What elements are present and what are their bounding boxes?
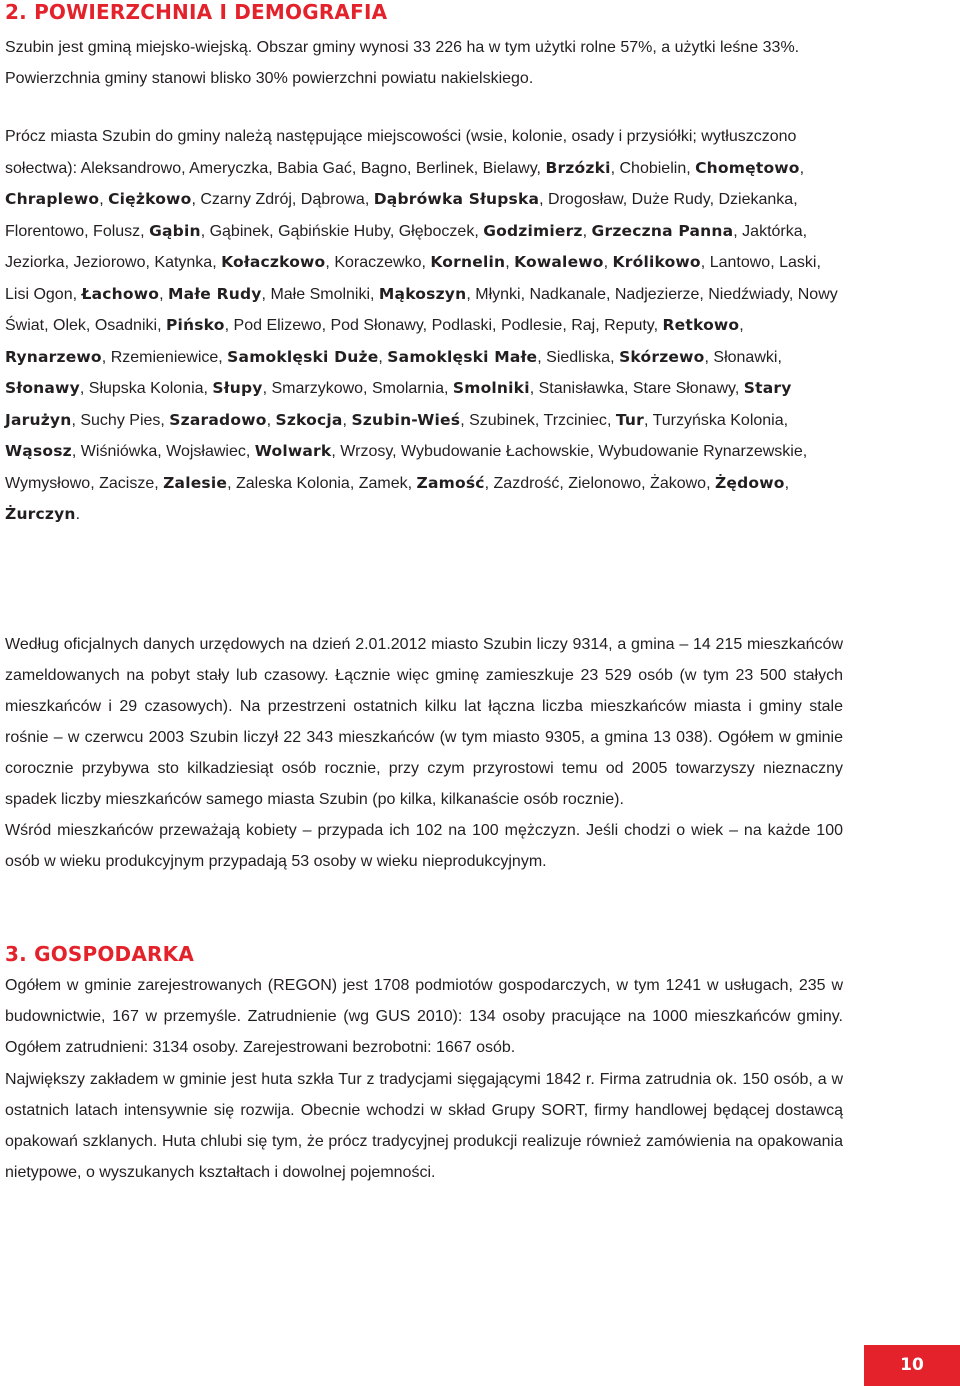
village-name: Zaleska Kolonia [235,474,350,492]
village-name: Jeziorka [5,254,65,271]
section-heading-gospodarka: 3. GOSPODARKA [5,942,195,966]
village-name: Turzyńska Kolonia [652,411,784,429]
village-name: Skórzewo [619,347,705,366]
village-name: Podlaski [431,317,493,334]
village-name: Kornelin [430,253,506,271]
village-name: Zamość [416,473,485,492]
village-name: Szubinek [469,411,535,429]
section-heading-demografia: 2. POWIERZCHNIA I DEMOGRAFIA [5,0,388,24]
village-name: Szaradowo [169,410,267,429]
village-name: Katynka [154,254,213,271]
village-name: Mąkoszyn [378,284,467,303]
village-name: Młynki [475,285,521,303]
village-name: Kowalewo [514,253,604,271]
village-name: Florentowo [5,222,85,240]
village-name: Duże Rudy [631,191,710,208]
village-name: Gąbinek [209,222,270,240]
village-name: Królikowo [612,253,701,271]
economy-paragraph-2: Największy zakładem w gminie jest huta szkła Tur z tradycjami sięgającymi 1842 r. Firma zatrudnia ok. 150 osób, a w ostatnich latach intensywnie się rozwija. Obecnie wchodzi w skład Grupy SORT, firmy handlowej będącej dostawcą opakowań szklanych. Huta chlubi się tym, że prócz tradycyjnej produkcji realizuje również zamówienia na opakowania nietypowe, o wyszukanych kształtach i dowolnej pojemności. [5,1070,843,1182]
village-name: Rynarzewo [5,347,102,366]
village-name: Wybudowanie Łachowskie [401,443,590,460]
economy-text [5,970,843,1188]
village-name: Kołaczkowo [221,253,326,271]
village-name: Zamek [358,474,408,492]
village-name: Koraczewko [334,254,422,271]
village-name: Chobielin [619,159,687,177]
village-name: Stary Jarużyn [5,379,792,429]
village-name: Gąbińskie Huby [278,222,390,240]
village-name: Łachowo [81,284,160,303]
village-name: Słonawy [5,379,80,397]
economy-paragraph-1: Ogółem w gminie zarejestrowanych (REGON) jest 1708 podmiotów gospodarczych, w tym 1241 w usługach, 235 w budownictwie, 167 w przemyśle. Zatrudnienie (wg GUS 2010): 134 osoby pracujące na 1000 mieszkańców gminy. Ogółem zatrudnieni: 3134 osoby. Zarejestrowani bezrobotni: 1667 osób. [5,977,843,1057]
village-name: Głęboczek [398,222,475,240]
village-name: Słupska Kolonia [88,380,204,397]
village-name: Szubin-Wieś [351,410,461,429]
demography-text [5,629,843,877]
village-name: Wymysłowo [5,474,91,492]
village-name: Stare Słonawy [632,380,735,397]
village-name: Brzózki [545,158,611,177]
village-name: Gąbin [149,221,201,240]
village-name: Szkocja [275,410,343,429]
village-name: Nowy Świat [5,285,838,334]
village-name: Drogosław [548,191,623,208]
village-name: Małe Smolniki [270,285,371,303]
village-name: Raj [571,317,596,334]
village-name: Trzciniec [543,411,607,429]
village-name: Smolarnia [371,380,444,397]
villages-paragraph [5,121,843,531]
village-name: Wojsławiec [166,443,246,460]
village-name: Laski [779,254,817,271]
village-name: Godzimierz [483,221,583,240]
village-name: Wybudowanie Rynarzewskie [598,443,803,460]
village-name: Zazdrość [493,474,560,492]
village-name: Chraplewo [5,190,100,208]
village-name: Czarny Zdrój [200,191,292,208]
village-name: Bagno [360,159,407,177]
village-name: Grzeczna Panna [591,221,734,240]
village-name: Zacisze [99,474,155,492]
demography-paragraph-1: Według oficjalnych danych urzędowych na dzień 2.01.2012 miasto Szubin liczy 9314, a gmina – 14 215 mieszkańców zameldowanych na pobyt stały lub czasowy. Łącznie więc gminę zamieszkuje 23 529 osób (w tym 23 500 stałych mieszkańców i 29 czasowych). Na przestrzeni ostatnich kilku lat łączna liczba mieszkańców miasta i gminy stale rośnie – w czerwcu 2003 Szubin liczył 22 343 mieszkańców (w tym miasto 9305, a gmina 13 038). Ogółem w gminie corocznie przybywa sto kilkadziesiąt osób rocznie, przy czym przyrostowi temu od 2005 towarzyszy nieznaczny spadek liczby mieszkańców samego miasta Szubin (po kilka, kilkanaście osób rocznie). [5,636,843,808]
demography-paragraph-2: Wśród mieszkańców przeważają kobiety – przypada ich 102 na 100 mężczyzn. Jeśli chodzi o wiek – na każde 100 osób w wieku produkcyjnym przypadają 53 osoby w wieku nieprodukcyjnym. [5,822,843,870]
village-name: Osadniki [94,317,158,334]
village-list: Aleksandrowo, Ameryczka, Babia Gać, Bagno, Berlinek, Bielawy, Brzózki, Chobielin, Chomętowo, Chraplewo, Ciężkowo, Czarny Zdrój, Dąbrowa, Dąbrówka Słupska, Drogosław, Duże Rudy, Dziekanka, Florentowo, Folusz, Gąbin, Gąbinek, Gąbińskie Huby, Głęboczek, Godzimierz, Grzeczna Panna, Jaktórka, Jeziorka, Jeziorowo, Katynka, Kołaczkowo, Koraczewko, Kornelin, Kowalewo, Królikowo, Lantowo, Laski, Lisi Ogon, Łachowo, Małe Rudy, Małe Smolniki, Mąkoszyn, Młynki, Nadkanale, Nadjezierze, Niedźwiady, Nowy Świat, Olek, Osadniki, Pińsko, Pod Elizewo, Pod Słonawy, Podlaski, Podlesie, Raj, Reputy, Retkowo, Rynarzewo, Rzemieniewice, Samoklęski Duże, Samoklęski Małe, Siedliska, Skórzewo, Słonawki, Słonawy, Słupska Kolonia, Słupy, Smarzykowo, Smolarnia, Smolniki, Stanisławka, Stare Słonawy, Stary Jarużyn, Suchy Pies, Szaradowo, Szkocja, Szubin-Wieś, Szubinek, Trzciniec, Tur, Turzyńska Kolonia, Wąsosz, Wiśniówka, Wojsławiec, Wolwark, Wrzosy, Wybudowanie Łachowskie, Wybudowanie Rynarzewskie, Wymysłowo, Zacisze, Zalesie, Zaleska Kolonia, Zamek, Zamość, Zazdrość, Zielonowo, Żakowo, Żędowo, Żurczyn. [5,158,838,523]
village-name: Niedźwiady [708,285,789,303]
intro-paragraph: Szubin jest gminą miejsko-wiejską. Obszar gminy wynosi 33 226 ha w tym użytki rolne 57%, a użytki leśne 33%. Powierzchnia gminy stanowi blisko 30% powierzchni powiatu nakielskiego. [5,39,800,87]
village-name: Ciężkowo [108,190,192,208]
village-name: Żakowo [650,474,707,492]
village-name: Bielawy [482,159,537,177]
village-name: Babia Gać [277,159,352,177]
village-name: Jeziorowo [73,254,146,271]
village-name: Wolwark [254,442,332,460]
village-name: Pod Elizewo [233,317,322,334]
village-name: Folusz [93,222,141,240]
village-name: Słonawki [713,348,778,366]
village-name: Podlesie [500,317,563,334]
village-name: Nadjezierze [614,285,700,303]
village-name: Siedliska [546,348,611,366]
village-name: Olek [53,317,86,334]
village-name: Żurczyn [5,505,76,523]
village-name: Berlinek [415,159,474,177]
village-name: Dąbrówka Słupska [373,190,540,208]
village-name: Wąsosz [5,442,72,460]
village-name: Lantowo [709,254,771,271]
village-name: Słupy [212,379,263,397]
village-name: Tur [615,410,644,429]
village-name: Ameryczka [189,159,269,177]
village-name: Jaktórka [742,222,803,240]
village-name: Smolniki [452,379,530,397]
villages-intro: Prócz miasta Szubin do gminy należą następujące miejscowości (wsie, kolonie, osady i przysiółki; wytłuszczono sołectwa): [5,128,797,177]
village-name: Lisi Ogon [5,285,73,303]
village-name: Suchy Pies [80,411,161,429]
village-name: Reputy [604,317,654,334]
village-name: Stanisławka [538,380,624,397]
village-name: Pińsko [165,316,225,334]
village-name: Samoklęski Duże [227,347,379,366]
village-name: Chomętowo [695,158,800,177]
village-name: Wiśniówka [80,443,158,460]
village-name: Dziekanka [718,191,794,208]
village-name: Rzemieniewice [110,348,219,366]
village-name: Żędowo [714,473,785,492]
village-name: Dąbrowa [300,191,365,208]
village-name: Wrzosy [340,443,393,460]
village-name: Nadkanale [529,285,606,303]
village-name: Zielonowo [568,474,642,492]
village-name: Smarzykowo [271,380,364,397]
village-name: Małe Rudy [168,284,262,303]
village-name: Samoklęski Małe [387,347,538,366]
village-name: Aleksandrowo [80,159,182,177]
village-name: Retkowo [662,316,740,334]
page-number-badge: 10 [864,1345,960,1386]
village-name: Pod Słonawy [330,317,423,334]
village-name: Zalesie [163,473,228,492]
